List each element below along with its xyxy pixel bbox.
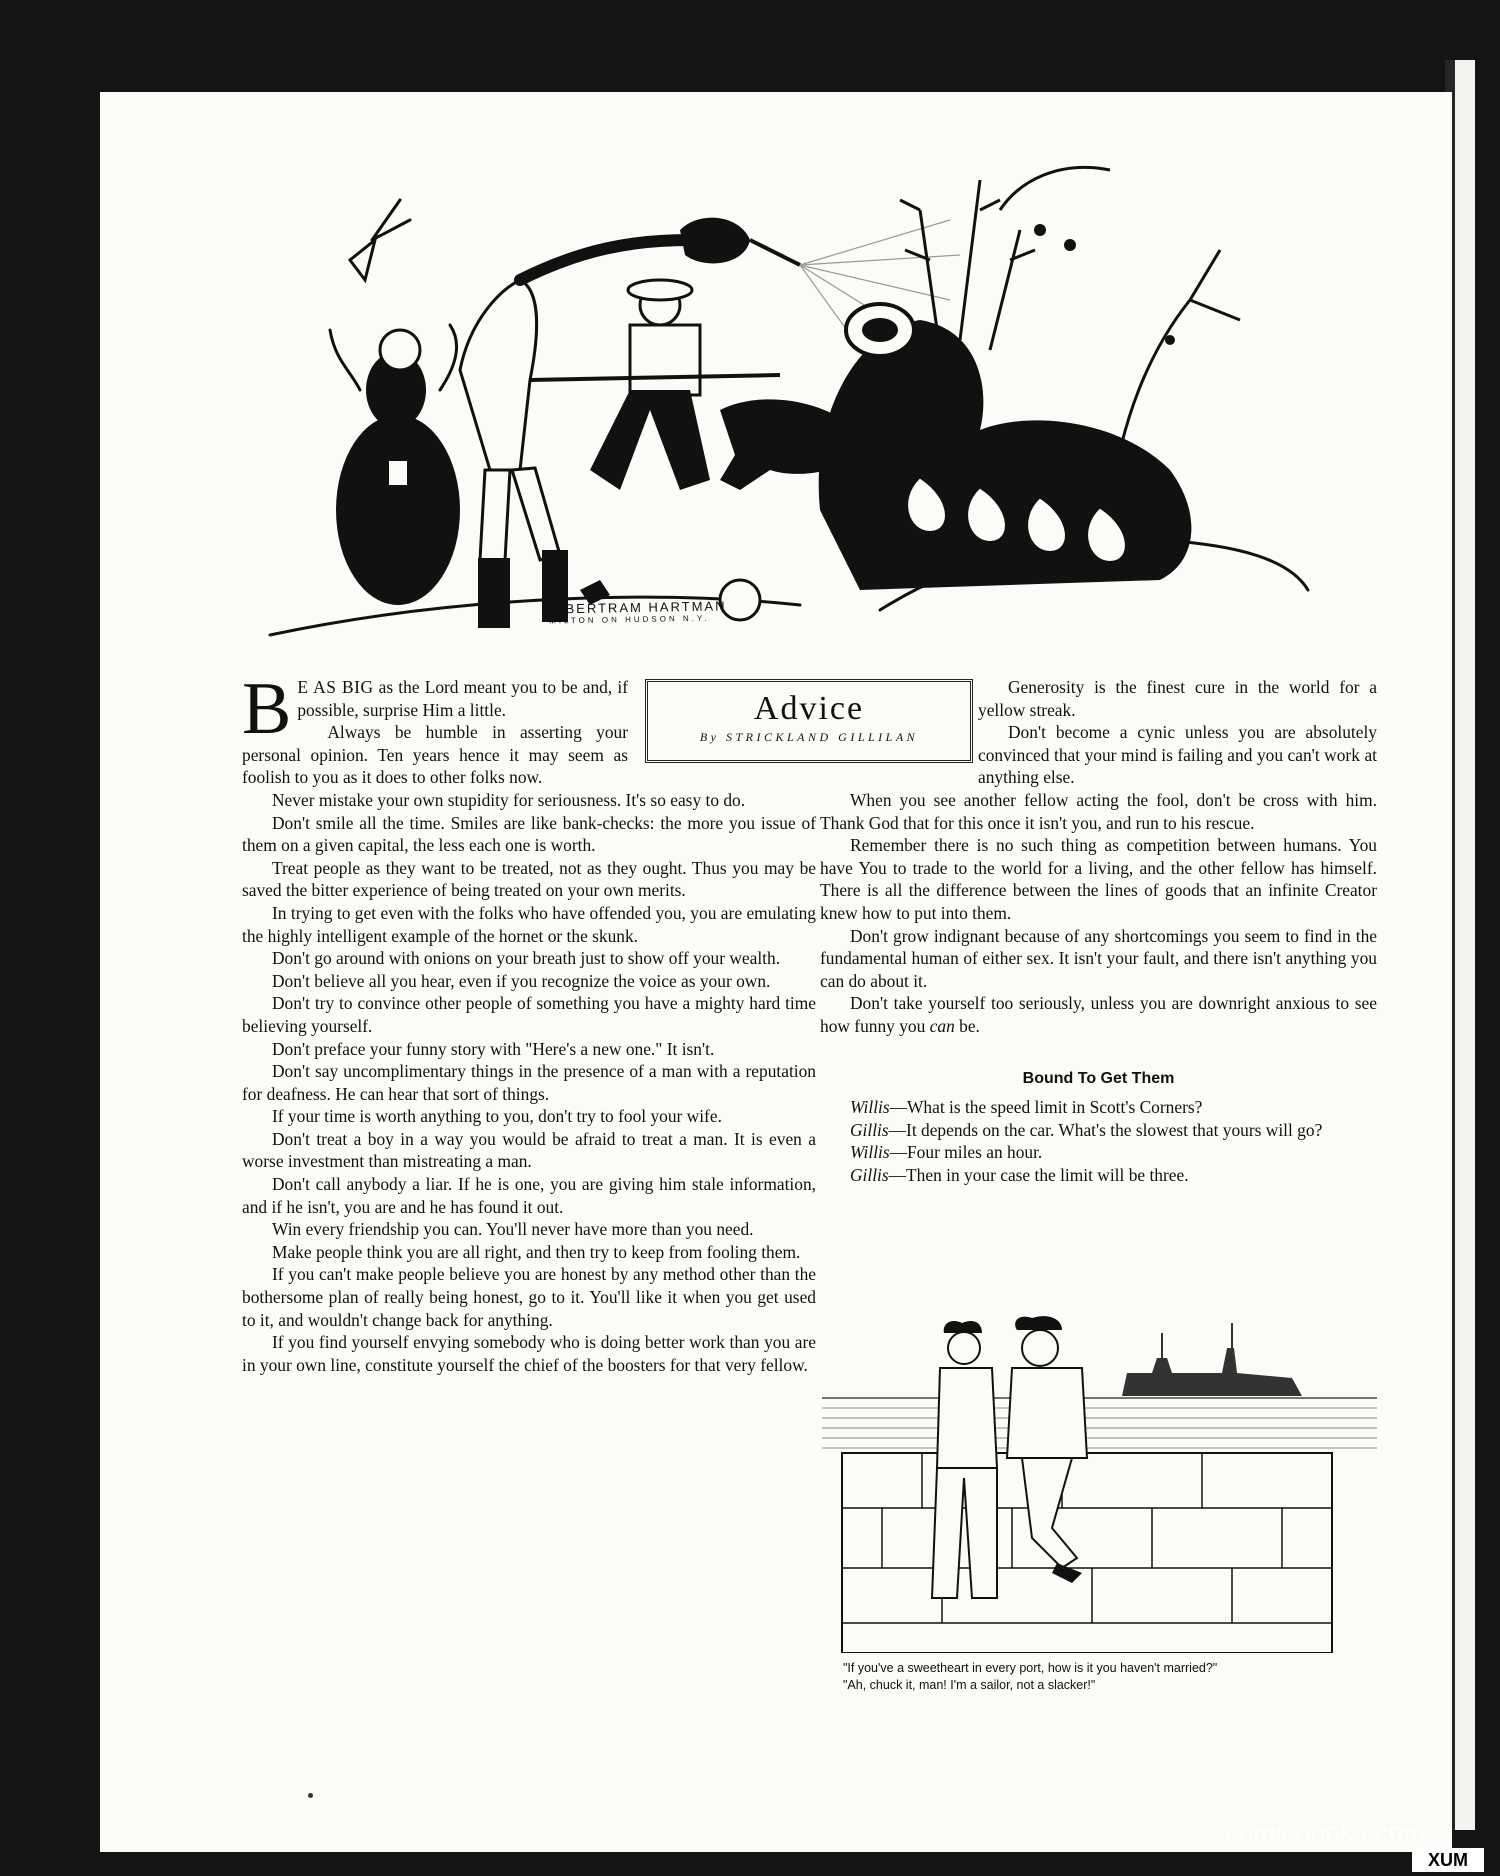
paragraph: Don't become a cynic unless you are absolutely convinced that your mind is failing and you can't work at anything else. — [978, 722, 1377, 788]
title-box-spacer — [628, 676, 816, 768]
paragraph — [820, 992, 1377, 1037]
header-illustration — [160, 90, 1310, 650]
paragraph: Treat people as they want to be treated, not as they ought. Thus you may be saved the bitter experience of being treated on your own merits. — [242, 857, 816, 901]
emphasis-can: can — [929, 1015, 955, 1036]
signature-name: C. BERTRAM HARTMAN — [542, 598, 727, 617]
joke-speaker: Gillis — [850, 1164, 889, 1185]
cartoon-caption — [843, 1660, 1383, 1694]
paragraph: When you see another fellow acting the fool, don't be cross with him. Thank God that for this once it isn't you, and run to his rescue. — [820, 789, 1377, 833]
paragraph: Don't say uncomplimentary things in the presence of a man with a reputation for deafness. He can hear that sort of things. — [242, 1061, 816, 1104]
paragraph: Win every friendship you can. You'll never have more than you need. — [272, 1219, 754, 1240]
watermark-site: comicbooks.com — [1225, 1817, 1426, 1847]
joke-speaker: Willis — [850, 1142, 890, 1163]
paragraph: Don't grow indignant because of any shortcomings you seem to find in the fundamental human of either sex. It isn't your fault, and there isn't anything you can do about it. — [820, 925, 1377, 991]
paragraph: Don't smile all the time. Smiles are like bank-checks: the more you issue of them on a given capital, the less each one is worth. — [242, 812, 816, 856]
watermark-badge: XUM — [1412, 1848, 1484, 1872]
caption-line: "Ah, chuck it, man! I'm a sailor, not a slacker!" — [843, 1678, 1096, 1692]
caption-line: "If you've a sweetheart in every port, how is it you haven't married?" — [843, 1661, 1218, 1675]
paragraph: Remember there is no such thing as competition between humans. You have You to trade to the world for a living, and the other fellow has himself. There is all the difference between the lines of goods that an infinite Creator knew how to put into them. — [820, 835, 1377, 923]
joke-text: —It depends on the car. What's the slowest that yours will go? — [888, 1119, 1323, 1140]
paragraph: Don't go around with onions on your breath just to show off your wealth. — [272, 948, 781, 969]
paragraph: Don't treat a boy in a way you would be afraid to treat a man. It is even a worse investment than mistreating a man. — [242, 1128, 816, 1172]
joke-line — [820, 1096, 1377, 1119]
joke-text: —Then in your case the limit will be three. — [888, 1164, 1189, 1185]
paragraph: Don't believe all you hear, even if you recognize the voice as your own. — [272, 970, 771, 991]
left-column — [242, 668, 816, 1376]
paragraph: If you can't make people believe you are honest by any method other than the bothersome plan of really being honest, go to it. You'll like it when you get used to it, and wouldn't change back for anything. — [242, 1264, 816, 1330]
joke-line — [820, 1141, 1377, 1164]
joke-speaker: Gillis — [850, 1119, 889, 1140]
paragraph: Always be humble in asserting your personal opinion. Ten years hence it may seem as foolish to you as it does to other folks now. — [242, 722, 628, 788]
paragraph: Make people think you are all right, and then try to keep from fooling them. — [272, 1241, 801, 1262]
sailor-cartoon — [822, 1278, 1377, 1653]
last-para-start: Don't take yourself too seriously, unless you are downright anxious to see how funny you — [820, 993, 1377, 1036]
lead-text: as the Lord meant you to be and, if possible, surprise Him a little. — [297, 677, 629, 720]
paragraph: Don't call anybody a liar. If he is one, you are giving him stale information, and if he isn't, you are and he has found it out. — [242, 1174, 816, 1217]
paragraph: If your time is worth anything to you, don't try to fool your wife. — [272, 1106, 722, 1127]
joke-line — [820, 1164, 1377, 1187]
paragraph: If you find yourself envying somebody who is doing better work than you are in your own line, constitute yourself the chief of the boosters for that very fellow. — [242, 1332, 816, 1375]
illustrator-signature — [543, 598, 727, 625]
article-title: Advice — [753, 690, 865, 727]
joke-text: —What is the speed limit in Scott's Corners? — [889, 1097, 1203, 1118]
drop-cap: B — [242, 668, 292, 750]
lead-caps: E AS BIG — [297, 677, 374, 697]
joke-line — [820, 1119, 1377, 1142]
joke-speaker: Willis — [850, 1097, 890, 1118]
paragraph: Generosity is the finest cure in the world for a yellow streak. — [978, 677, 1377, 720]
scan-speck — [308, 1793, 313, 1798]
paragraph: Don't preface your funny story with "Here's a new one." It isn't. — [272, 1038, 715, 1059]
joke-title: Bound To Get Them — [1022, 1069, 1175, 1087]
paragraph: In trying to get even with the folks who have offended you, you are emulating the highly intelligent example of the hornet or the skunk. — [242, 902, 816, 946]
next-page-edge — [1455, 60, 1475, 1830]
joke-text: —Four miles an hour. — [889, 1142, 1043, 1163]
signature-location: MILTON ON HUDSON N.Y. — [549, 613, 710, 626]
paragraph: Don't try to convince other people of something you have a mighty hard time believing yourself. — [242, 993, 816, 1036]
last-para-end: be. — [954, 1015, 980, 1036]
title-box-spacer — [820, 676, 978, 768]
article-byline: By STRICKLAND GILLILAN — [699, 730, 919, 744]
paragraph: Never mistake your own stupidity for seriousness. It's so easy to do. — [272, 789, 746, 810]
right-column — [820, 676, 1377, 1186]
